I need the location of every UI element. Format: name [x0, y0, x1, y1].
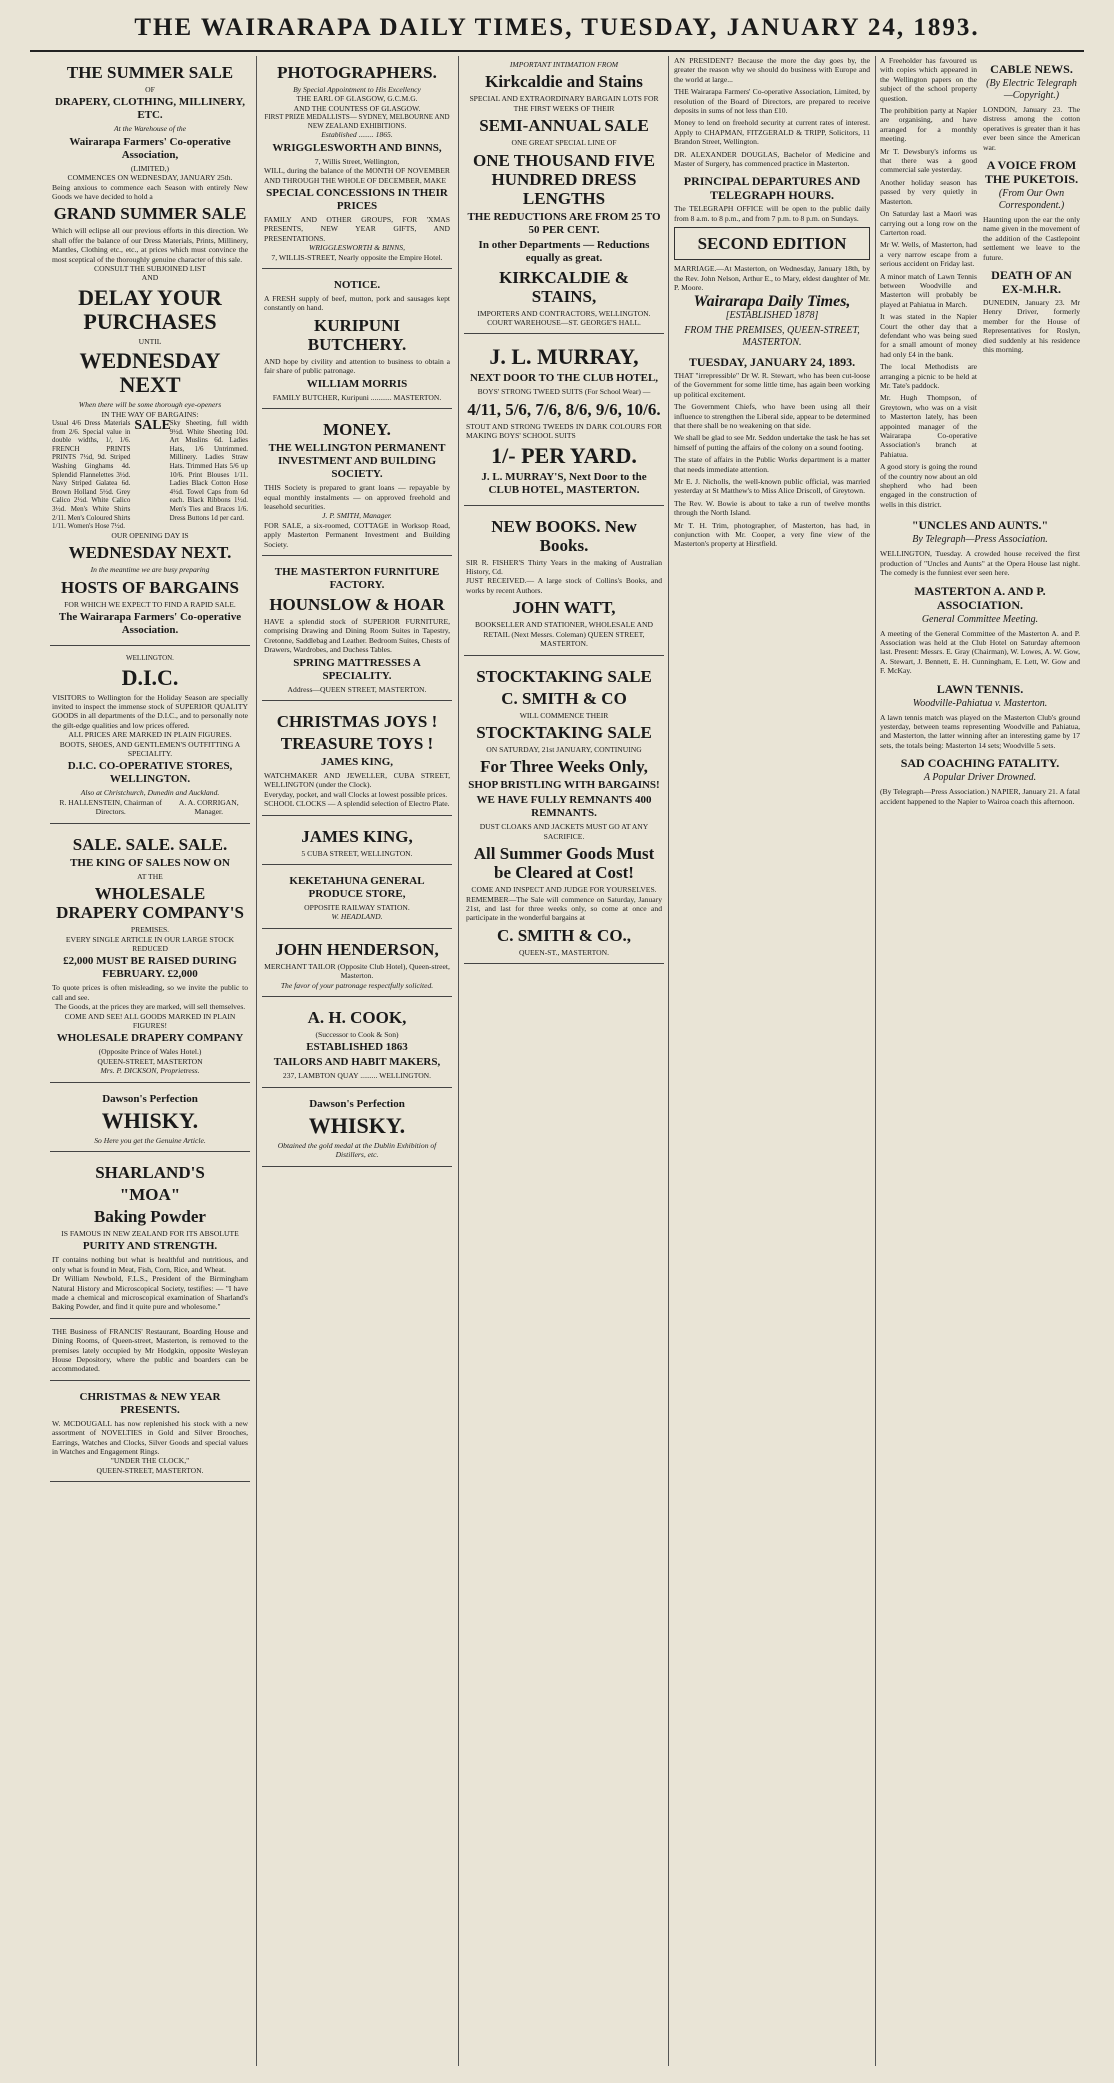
ad-heading: ONE THOUSAND FIVE HUNDRED DRESS LENGTHS	[473, 150, 655, 208]
ad-text: FAMILY AND OTHER GROUPS, FOR 'XMAS PRESENTS, NEW YEAR GIFTS, AND PRESENTATIONS.	[264, 215, 450, 243]
francis-restaurant-ad	[50, 1323, 250, 1381]
ad-text: By Special Appointment to His Excellency	[293, 85, 421, 94]
new-books-ad	[464, 510, 664, 656]
money-ad	[262, 413, 452, 556]
ad-text: IN THE WAY OF BARGAINS:	[101, 409, 199, 419]
ad-text: SPECIAL AND EXTRAORDINARY BARGAIN LOTS FOR THE FIRST WEEKS OF THEIR	[469, 94, 659, 113]
column-rule	[256, 56, 257, 2066]
ad-heading: SHARLAND'S	[95, 1162, 205, 1182]
ad-text: REMEMBER—The Sale will commence on Saturday, January 21st, and last for three weeks only, so come at once and participate in the wonderful bargains at	[466, 894, 662, 923]
ad-heading: TREASURE TOYS !	[280, 733, 434, 753]
death-paragraph: DUNEDIN, January 23. Mr Henry Driver, formerly member for the House of Representatives for Roslyn, died suddenly at his residence this morning.	[983, 298, 1080, 355]
editorial-paragraph: THAT "irrepressible" Dr W. R. Stewart, who has been cut-loose of the Government for some little time, has again been working up political excitement.	[674, 370, 870, 399]
ad-heading: £2,000 MUST BE RAISED DURING FEBRUARY. £2,000	[63, 955, 237, 981]
news-paragraph: Mr T. Dewsbury's informs us that there was a good commercial sale yesterday.	[880, 146, 977, 175]
ad-text: A FRESH supply of beef, mutton, pork and sausages kept constantly on hand.	[264, 294, 450, 313]
ad-text: ON SATURDAY, 21st JANUARY, CONTINUING	[486, 744, 642, 754]
ad-text: WILL, during the balance of the MONTH OF NOVEMBER AND THROUGH THE WHOLE OF DECEMBER, MAKE	[264, 166, 450, 185]
ad-text: IMPORTERS AND CONTRACTORS, WELLINGTON.	[477, 308, 651, 318]
eketahuna-store-ad	[262, 869, 452, 929]
bargain-list	[52, 419, 248, 531]
ad-text: COME AND SEE! ALL GOODS MARKED IN PLAIN FIGURES!	[64, 1011, 236, 1030]
cable-heading: CABLE NEWS.	[990, 62, 1073, 76]
ad-text: WELLINGTON.	[126, 654, 174, 663]
ad-heading: J. L. MURRAY'S, Next Door to the CLUB HOTEL, MASTERTON.	[481, 470, 647, 496]
column-rule	[458, 56, 459, 2066]
ad-text: (Successor to Cook & Son)	[315, 1030, 399, 1040]
ad-text: PREMISES.	[130, 925, 170, 935]
news-paragraph: A minor match of Lawn Tennis between Woodville and Masterton will probably be played at Pahiatua in March.	[880, 271, 977, 309]
kuripuni-butchery-ad	[262, 273, 452, 409]
kirkcaldie-stains-ad	[464, 56, 664, 334]
furniture-factory-ad	[262, 560, 452, 701]
ad-text: 5 CUBA STREET, WELLINGTON.	[301, 848, 413, 858]
ad-heading: NEW BOOKS. New Books.	[491, 516, 637, 555]
lawn-tennis-paragraph: A lawn tennis match was played on the Masterton Club's ground yesterday, between teams representing Woodville and Pahiatua, and Masterton, the latter winning after an interesting game by 17 sets, the totals being: Masterton 14 sets; Woodville 5 sets.	[880, 712, 1080, 750]
ad-text: (Opposite Prince of Wales Hotel.)	[98, 1047, 202, 1057]
death-heading: DEATH OF AN EX-M.H.R.	[991, 268, 1072, 297]
column-2	[262, 56, 452, 2066]
ad-heading: CHRISTMAS JOYS !	[276, 711, 438, 731]
coaching-fatality-subheading: A Popular Driver Drowned.	[923, 772, 1037, 784]
news-paragraph: On Saturday last a Maori was carrying out a long row on the Carterton road.	[880, 209, 977, 237]
ad-text: Which will eclipse all our previous efforts in this direction. We shall offer the balance of our Dress Materials, Prints, Millinery, Mantles, Clothing etc., etc., at prices which must convince the most sceptical of the thoroughly genuine character of this sale.	[52, 226, 248, 264]
ad-text: FOR SALE, a six-roomed, COTTAGE in Worksop Road, apply Masterton Permanent Investment and Building Society.	[264, 520, 450, 549]
ad-text: QUEEN-STREET, MASTERTON.	[96, 1465, 204, 1475]
christmas-joys-ad	[262, 705, 452, 816]
ad-heading: KIRKCALDIE & STAINS,	[499, 267, 629, 306]
ad-heading: JAMES KING,	[320, 755, 394, 768]
news-paragraph: Money to lend on freehold security at current rates of interest. Apply to CHAPMAN, FITZGERALD & TRIPP, Solicitors, 11 Brandon Street, Wellington.	[674, 118, 870, 147]
ad-heading: For Three Weeks Only,	[480, 757, 648, 777]
ad-heading: Kirkcaldie and Stains	[485, 72, 643, 92]
ad-text: DUST CLOAKS AND JACKETS MUST GO AT ANY SACRIFICE.	[479, 822, 649, 841]
ad-heading: THE KING OF SALES NOW ON	[70, 856, 230, 869]
ad-heading: WHISKY.	[101, 1107, 199, 1133]
ad-text: THIS Society is prepared to grant loans — repayable by equal monthly instalments — on approved freehold and leasehold securities.	[264, 483, 450, 511]
ad-heading: HOSTS OF BARGAINS	[61, 577, 239, 597]
ad-heading: WE HAVE FULLY REMNANTS 400 REMNANTS.	[476, 794, 652, 820]
news-paragraph: The prohibition party at Napier are organising, and have arranged for a monthly meeting.	[880, 106, 977, 144]
dawson-whisky-ad-2	[262, 1092, 452, 1167]
ad-text: HAVE a splendid stock of SUPERIOR FURNITURE, comprising Drawing and Dining Room Suites in Tapestry, Cretonne, Saddlebag and Leather. Bedroom Suites, Chests of Drawers, Wardrobes, and Duchess Tables.	[264, 616, 450, 655]
ad-text: In the meantime we are busy preparing	[90, 565, 210, 575]
ad-text: UNTIL	[138, 336, 162, 346]
ad-heading: HOUNSLOW & HOAR	[269, 594, 445, 614]
ad-heading: DRAPERY, CLOTHING, MILLINERY, ETC.	[54, 96, 246, 122]
ad-heading: CHRISTMAS & NEW YEAR PRESENTS.	[79, 1390, 221, 1416]
ad-text: Established ........ 1865.	[321, 130, 393, 140]
ad-text: BOOTS, SHOES, AND GENTLEMEN'S OUTFITTING A SPECIALITY.	[59, 739, 241, 759]
cable-news	[983, 56, 1080, 512]
news-paragraph: Mr T. H. Trim, photographer, of Masterton, has had, in conjunction with Mr. Cooper, a very fine view of the Masterton's property at Hirstfield.	[674, 520, 870, 549]
ad-text: AND hope by civility and attention to business to obtain a fair share of public patronage.	[264, 356, 450, 376]
masthead-established: [ESTABLISHED 1878]	[725, 309, 819, 321]
voice-heading: A VOICE FROM THE PUKETOIS.	[984, 158, 1079, 187]
news-paragraph: Mr E. J. Nicholls, the well-known public official, was married yesterday at St Matthew's to Miss Alice Driscoll, of Greytown.	[674, 476, 870, 496]
ad-text: Address—QUEEN STREET, MASTERTON.	[287, 684, 427, 694]
ad-text: 7, Willis Street, Wellington,	[314, 156, 400, 166]
ad-heading: All Summer Goods Must be Cleared at Cost!	[473, 844, 655, 883]
ad-text: IS FAMOUS IN NEW ZEALAND FOR ITS ABSOLUTE	[61, 1228, 239, 1238]
ad-heading: A. H. COOK,	[307, 1008, 407, 1028]
local-news	[880, 56, 977, 512]
ad-text: AND	[141, 273, 159, 283]
ad-text: FAMILY BUTCHER, Kuripuni ........... MASTERTON.	[272, 392, 442, 402]
ad-heading: PHOTOGRAPHERS.	[277, 63, 437, 82]
ad-text: STOUT AND STRONG TWEEDS IN DARK COLOURS FOR MAKING BOYS' SCHOOL SUITS	[466, 421, 662, 441]
uncles-paragraph: WELLINGTON, Tuesday. A crowded house received the first production of "Uncles and Aunts" at the Opera House last night. The comedy is the funniest ever seen here.	[880, 549, 1080, 578]
ad-text: MERCHANT TAILOR (Opposite Club Hotel), Queen-street, Masterton.	[264, 961, 450, 981]
ad-heading: "MOA"	[119, 1184, 181, 1204]
column-5	[880, 56, 1080, 2066]
ad-text: ALL PRICES ARE MARKED IN PLAIN FIGURES.	[68, 730, 232, 740]
ad-text: WILL COMMENCE THEIR	[519, 710, 609, 720]
bargain-list-right: Sky Sheeting, full width 9½d. White Sheeting 10d. Art Muslins 6d. Ladies Hats, 1/6 Untrimmed. Millinery. Ladies Straw Hats. Trimmed Hats 5/6 up 10/6. Print Blouses 1/11. Ladies Black Cotton Hose 4½d. Towel Caps from 6d each. Black Ribbons 1½d. Men's Ties and Braces 1/6. Dress Buttons 1d per card.	[169, 419, 248, 522]
ad-heading: PURITY AND STRENGTH.	[82, 1240, 218, 1253]
ad-text: FOR WHICH WE EXPECT TO FIND A RAPID SALE.	[64, 599, 236, 609]
ad-text: SIR R. FISHER'S Thirty Years in the making of Australian History, Cd.	[466, 557, 662, 577]
henderson-tailor-ad	[262, 933, 452, 997]
uncles-subheading: By Telegraph—Press Association.	[912, 534, 1048, 546]
ad-heading: SALE. SALE. SALE.	[72, 834, 228, 854]
ad-heading: THE MASTERTON FURNITURE FACTORY.	[274, 565, 440, 591]
ad-text: When there will be some thorough eye-openers	[78, 400, 222, 410]
ad-text: 237, LAMBTON QUAY ......... WELLINGTON.	[282, 1071, 432, 1081]
ad-text: QUEEN-STREET, MASTERTON	[97, 1056, 203, 1066]
ad-text: IT contains nothing but what is healthful and nutritious, and only what is found in Meat, Fish, Corn, Rice, and Wheat.	[52, 1255, 248, 1274]
ad-heading: KURIPUNI BUTCHERY.	[307, 315, 407, 354]
ad-text: (LIMITED,)	[130, 163, 170, 173]
ad-heading: C. SMITH & CO.,	[496, 925, 632, 945]
ad-text: 7, WILLIS-STREET, Nearly opposite the Empire Hotel.	[271, 252, 443, 262]
ad-heading: STOCKTAKING SALE	[476, 666, 652, 686]
second-edition-heading: SECOND EDITION	[697, 234, 847, 254]
news-paragraph: Another holiday season has passed by very quietly in Masterton.	[880, 177, 977, 206]
ad-heading: J. L. MURRAY,	[489, 344, 639, 370]
ad-heading: KEKETAHUNA GENERAL PRODUCE STORE,	[289, 875, 425, 900]
wholesale-drapery-ad	[50, 828, 250, 1083]
ad-text: WRIGGLESWORTH & BINNS,	[309, 243, 405, 253]
ad-heading: D.I.C.	[121, 664, 179, 690]
ad-text: Dr William Newbold, F.L.S., President of the Birmingham Natural History and Microscopical Society, testifies: — "I have made a chemical and microscopical examination of Sharland's Baking Powder, and find it quite pure and wholesome."	[52, 1274, 248, 1312]
cable-paragraph: LONDON, January 23. The distress among the cotton operatives is greater than it has ever been since the American war.	[983, 105, 1080, 152]
ad-text: FIRST PRIZE MEDALLISTS— SYDNEY, MELBOURNE AND NEW ZEALAND EXHIBITIONS.	[264, 113, 450, 130]
uncles-heading: "UNCLES AND AUNTS."	[911, 518, 1049, 533]
c-smith-stocktaking-ad	[464, 660, 664, 965]
ad-text: IMPORTANT INTIMATION FROM	[509, 60, 619, 69]
news-paragraph: The local Methodists are arranging a picnic to be held at Mr. Tate's paddock.	[880, 362, 977, 390]
editorial-paragraph: We shall be glad to see Mr. Seddon undertake the task he has set himself of putting the affairs of the colony on a sound footing.	[674, 433, 870, 452]
jl-murray-ad	[464, 338, 664, 505]
chairman: R. HALLENSTEIN, Chairman of Directors.	[59, 797, 163, 817]
ad-heading: D.I.C. CO-OPERATIVE STORES, WELLINGTON.	[67, 760, 233, 786]
ad-text: AND THE COUNTESS OF GLASGOW.	[293, 103, 421, 113]
ad-heading: NEXT DOOR TO THE CLUB HOTEL,	[469, 372, 659, 385]
ad-heading: WHISKY.	[308, 1112, 406, 1138]
news-paragraph: The TELEGRAPH OFFICE will be open to the public daily from 8 a.m. to 8 p.m., and from 7 p.m. to 8 p.m. on Sundays.	[674, 204, 870, 223]
ad-heading: 1/- PER YARD.	[491, 442, 637, 468]
ad-text: OUR OPENING DAY IS	[111, 530, 189, 540]
masthead-rule	[30, 50, 1084, 52]
column-3	[464, 56, 664, 2066]
ah-cook-ad	[262, 1001, 452, 1088]
ad-heading: SEMI-ANNUAL SALE	[479, 116, 649, 136]
masthead-date: TUESDAY, JANUARY 24, 1893.	[688, 354, 856, 369]
ap-association-paragraph: A meeting of the General Committee of the Masterton A. and P. Association was held at the Club Hotel on Saturday afternoon last. Present: Messrs. E. Gray (Chairman), W. Lowes, A. W. Gow, A. Stewart, J. Bennett, E. H. Cunningham, E. Lett, W. Gow and F. McKay.	[880, 628, 1080, 676]
photographers-ad	[262, 56, 452, 269]
ad-text: To quote prices is often misleading, so we invite the public to call and see.	[52, 983, 248, 1002]
ad-heading: STOCKTAKING SALE	[476, 722, 652, 742]
coaching-fatality-paragraph: (By Telegraph—Press Association.) NAPIER, January 21. A fatal accident happened to the Napier to Wairoa coach this afternoon.	[880, 787, 1080, 806]
voice-paragraph: Haunting upon the ear the only name given in the movement of the addition of the Castlepoint settlement we leave to the future.	[983, 215, 1080, 262]
ad-text: EVERY SINGLE ARTICLE IN OUR LARGE STOCK REDUCED	[65, 934, 235, 953]
ad-heading: TAILORS AND HABIT MAKERS,	[273, 1056, 441, 1069]
ad-text: OF	[145, 85, 155, 94]
ad-text: "UNDER THE CLOCK,"	[110, 1456, 190, 1466]
ad-heading: WILLIAM MORRIS	[306, 377, 408, 390]
news-paragraph: Mr. Hugh Thompson, of Greytown, who was on a visit to Masterton lately, has been appointed manager of the Wairarapa Co-operative Association's branch at Pahiatua.	[880, 393, 977, 459]
column-rule	[668, 56, 669, 2066]
ad-text: So Here you get the Genuine Article.	[94, 1135, 206, 1145]
ad-text: J. P. SMITH, Manager.	[322, 511, 392, 521]
ad-text: CONSULT THE SUBJOINED LIST	[94, 264, 206, 274]
ad-text: THE EARL OF GLASGOW, G.C.M.G.	[296, 94, 418, 104]
ad-text: THE Business of FRANCIS' Restaurant, Boarding House and Dining Rooms, of Queen-street, Masterton, is removed to the premises lately occupied by Mr Hodgkin, opposite Wesleyan House Depository, where the public and boarders can be accommodated.	[52, 1326, 248, 1374]
ad-text: SCHOOL CLOCKS — A splendid selection of Electro Plate.	[264, 799, 450, 809]
ad-text: VISITORS to Wellington for the Holiday Season are specially invited to inspect the immense stock of SUPERIOR QUALITY GOODS in all departments of the D.I.C., and to personally note the gilt-edge qualities and low prices offered.	[52, 692, 248, 730]
ad-heading: Dawson's Perfection	[102, 1092, 198, 1105]
second-edition-box	[674, 227, 870, 260]
ad-text: Being anxious to commence each Season with entirely New Goods we have decided to hold a	[52, 182, 248, 202]
news-paragraph: THE Wairarapa Farmers' Co-operative Association, Limited, by resolution of the Board of Directors, are prepared to receive deposits in sums of not less than £10.	[674, 87, 870, 116]
ad-text: COURT WAREHOUSE—ST. GEORGE'S HALL.	[487, 318, 641, 328]
ad-heading: DELAY YOUR PURCHASES	[78, 284, 222, 334]
ad-heading: SHOP BRISTLING WITH BARGAINS!	[468, 779, 660, 792]
ad-text: BOOKSELLER AND STATIONER, WHOLESALE AND RETAIL (Next Messrs. Coleman) QUEEN STREET, MASTERTON.	[475, 620, 653, 649]
ad-heading: Wairarapa Farmers' Co-operative Association,	[69, 135, 231, 161]
ad-heading: JOHN HENDERSON,	[275, 939, 439, 959]
ad-text: Everyday, pocket, and wall Clocks at lowest possible prices.	[264, 789, 448, 799]
lawn-tennis-heading: LAWN TENNIS.	[936, 681, 1024, 696]
ad-text: AT THE	[137, 871, 163, 881]
ad-heading: NOTICE.	[333, 279, 381, 292]
ad-heading: WHOLESALE DRAPERY COMPANY'S	[56, 884, 244, 923]
ad-heading: C. SMITH & CO	[501, 688, 627, 708]
news-paragraph: A good story is going the round of the country now about an old shepherd who had been engaged in the construction of wells in this district.	[880, 462, 978, 509]
ad-heading: SPECIAL CONCESSIONS IN THEIR PRICES	[266, 187, 448, 213]
ad-text: W. MCDOUGALL has now replenished his stock with a new assortment of NOVELTIES in Gold and Silver Brooches, Earrings, Watches and Clocks, Silver Goods and special values in Watches and Engagement Rings.	[52, 1418, 248, 1457]
masthead-title: THE WAIRARAPA DAILY TIMES, TUESDAY, JANUARY 24, 1893.	[134, 14, 980, 41]
editorial-paragraph: The state of affairs in the Public Works department is a matter that needs immediate attention.	[674, 455, 870, 474]
ad-heading: ESTABLISHED 1863	[306, 1041, 408, 1054]
ad-heading: 4/11, 5/6, 7/6, 8/6, 9/6, 10/6.	[467, 399, 661, 419]
bargain-list-left: Usual 4/6 Dress Materials from 2/6. Special value in double widths, 1/, 1/6. FRENCH PRINTS PRINTS 7½d, 9d. Striped Washing Ginghams 4d. Splendid Flannelettes 3½d. Navy Striped Galatea 6d. Brown Holland 5½d. Grey Calico 2½d. White Calico 3½d. Men's White Shirts 2/11. Men's Coloured Shirts 1/11. Women's Hose 7½d.	[52, 419, 131, 531]
ap-association-subheading: General Committee Meeting.	[921, 613, 1039, 625]
news-paragraph: A Freeholder has favoured us with copies which appeared in the Wellington papers on the subject of the school property question.	[880, 56, 977, 103]
ad-heading: THE REDUCTIONS ARE FROM 25 TO 50 PER CENT.	[467, 210, 661, 236]
ad-heading: In other Departments — Reductions equally as great.	[478, 238, 650, 264]
james-king-ad	[262, 820, 452, 865]
ad-heading: THE WELLINGTON PERMANENT INVESTMENT AND BUILDING SOCIETY.	[268, 442, 446, 481]
ap-association-heading: MASTERTON A. AND P. ASSOCIATION.	[914, 583, 1046, 612]
masthead-line: FROM THE PREMISES, QUEEN-STREET, MASTERTON.	[684, 324, 860, 348]
news-paragraph: The Rev. W. Bowie is about to take a run of twelve months through the North Island.	[674, 498, 870, 518]
ad-heading: SPRING MATTRESSES A SPECIALITY.	[293, 656, 421, 682]
editorial-paragraph: The Government Chiefs, who have been using all their influence to strengthen the Liberal side, appear to be determined that there shall be no weakening on that side.	[674, 402, 870, 430]
news-paragraph: Mr W. Wells, of Masterton, had a very narrow escape from a serious accident on Friday last.	[880, 240, 977, 269]
ad-heading: THE SUMMER SALE	[66, 63, 234, 82]
manager: A. A. CORRIGAN, Manager.	[178, 797, 239, 817]
coaching-fatality-heading: SAD COACHING FATALITY.	[900, 756, 1060, 771]
ad-text: ONE GREAT SPECIAL LINE OF	[511, 138, 617, 148]
lawn-tennis-subheading: Woodville-Pahiatua v. Masterton.	[912, 697, 1048, 709]
news-paragraph: It was stated in the Napier Court the other day that a defendant who was being sued for a small amount of money had only £4 in the bank.	[880, 312, 977, 359]
ad-text: COME AND INSPECT AND JUDGE FOR YOURSELVES.	[471, 885, 657, 895]
news-paragraph: AN PRESIDENT? Because the more the day goes by, the greater the reason why we should do business with Europe and the world at large...	[674, 56, 870, 84]
paper-masthead: Wairarapa Daily Times,	[693, 292, 851, 310]
cable-subheading: (By Electric Telegraph—Copyright.)	[986, 78, 1077, 101]
ad-text: Mrs. P. DICKSON, Proprietress.	[100, 1066, 200, 1076]
ad-heading: GRAND SUMMER SALE	[53, 204, 247, 224]
ad-heading: JOHN WATT,	[512, 598, 616, 618]
farmers-summer-sale-ad	[50, 56, 250, 646]
ad-text: COMMENCES ON WEDNESDAY, JANUARY 25th.	[67, 173, 233, 183]
section-heading: PRINCIPAL DEPARTURES AND TELEGRAPH HOURS.	[683, 174, 861, 203]
ad-heading: MONEY.	[323, 420, 391, 440]
ad-text: OPPOSITE RAILWAY STATION.	[304, 903, 410, 912]
ad-heading: WHOLESALE DRAPERY COMPANY	[56, 1032, 244, 1045]
moa-baking-powder-ad	[50, 1156, 250, 1319]
ad-text: Obtained the gold medal at the Dublin Exhibition of Distillers, etc.	[277, 1140, 437, 1160]
mcdougall-ad	[50, 1385, 250, 1482]
ad-heading: Dawson's Perfection	[309, 1097, 405, 1110]
ad-heading: WRIGGLESWORTH AND BINNS,	[272, 141, 442, 154]
ad-heading: WEDNESDAY NEXT.	[68, 543, 232, 563]
ad-text: The Goods, at the prices they are marked, will sell themselves.	[54, 1002, 246, 1012]
dic-ad	[50, 650, 250, 824]
ad-text: BOYS' STRONG TWEED SUITS (For School Wear) —	[477, 387, 651, 397]
ad-text: QUEEN-ST., MASTERTON.	[519, 947, 609, 957]
ad-text: Also at Christchurch, Dunedin and Auckland.	[80, 788, 220, 798]
ad-text: WATCHMAKER AND JEWELLER, CUBA STREET, WELLINGTON (under the Clock).	[264, 770, 450, 790]
dawson-whisky-ad	[50, 1087, 250, 1152]
column-4	[674, 56, 870, 2066]
ad-heading: The Wairarapa Farmers' Co-operative Association.	[58, 611, 242, 637]
ad-heading: JAMES KING,	[301, 826, 413, 846]
column-rule	[875, 56, 876, 2066]
news-split	[880, 56, 1080, 512]
ad-text: The favor of your patronage respectfully solicited.	[280, 980, 434, 990]
voice-subheading: (From Our Own Correspondent.)	[998, 188, 1065, 212]
ad-text: At the Warehouse of the	[114, 124, 186, 134]
news-paragraph: DR. ALEXANDER DOUGLAS, Bachelor of Medicine and Master of Surgery, has commenced practice in Masterton.	[674, 149, 870, 169]
ad-text: JUST RECEIVED.— A large stock of Collins's Books, and works by recent Authors.	[466, 576, 662, 595]
news-paragraph: MARRIAGE.—At Masterton, on Wednesday, January 18th, by the Rev. John Nelson, Arthur E., to Mary, eldest daughter of Mr. P. Moore.	[674, 264, 870, 293]
ad-heading: WEDNESDAY NEXT	[79, 348, 221, 398]
ad-text: W. HEADLAND.	[331, 912, 383, 922]
column-1	[50, 56, 250, 2066]
ad-heading: Baking Powder	[94, 1206, 206, 1226]
sale-word: SALE	[134, 418, 171, 434]
signatures	[52, 798, 248, 817]
